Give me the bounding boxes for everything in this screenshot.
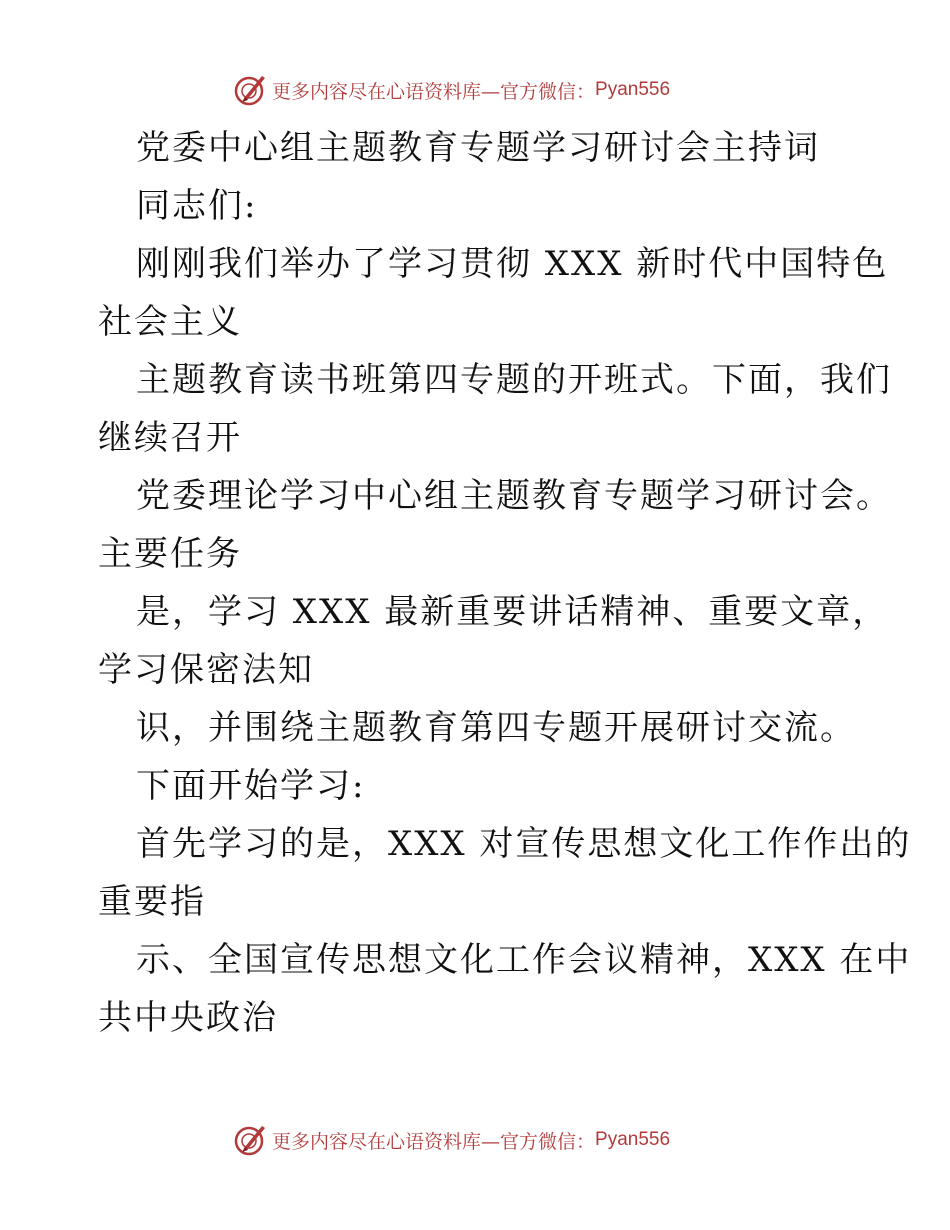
text-line: 学习保密法知 bbox=[98, 650, 314, 690]
quill-logo-icon bbox=[232, 1122, 268, 1158]
document-title: 党委中心组主题教育专题学习研讨会主持词 bbox=[136, 128, 820, 168]
text-line: 示、全国宣传思想文化工作会议精神，XXX 在中 bbox=[136, 940, 912, 980]
text-line: 党委理论学习中心组主题教育专题学习研讨会。 bbox=[136, 476, 892, 516]
text-line: 是，学习 XXX 最新重要讲话精神、重要文章， bbox=[136, 592, 889, 632]
text-line: 主要任务 bbox=[98, 534, 242, 574]
quill-logo-icon bbox=[232, 72, 268, 108]
text-line: 首先学习的是，XXX 对宣传思想文化工作作出的 bbox=[136, 824, 912, 864]
text-line: 重要指 bbox=[98, 882, 206, 922]
header-watermark bbox=[232, 70, 732, 110]
text-line: 继续召开 bbox=[98, 418, 242, 458]
text-line: 社会主义 bbox=[98, 302, 242, 342]
text-line: 刚刚我们举办了学习贯彻 XXX 新时代中国特色 bbox=[136, 244, 889, 284]
header-watermark-id: Pyan556 bbox=[595, 79, 671, 100]
text-line: 共中央政治 bbox=[98, 998, 278, 1038]
footer-watermark-text: 更多内容尽在心语资料库—官方微信： bbox=[272, 1130, 596, 1153]
header-watermark-text: 更多内容尽在心语资料库—官方微信： bbox=[272, 80, 596, 103]
text-line: 下面开始学习: bbox=[136, 766, 366, 806]
text-line: 同志们: bbox=[136, 186, 258, 226]
text-line: 识，并围绕主题教育第四专题开展研讨交流。 bbox=[136, 708, 856, 748]
footer-watermark bbox=[232, 1120, 732, 1160]
footer-watermark-id: Pyan556 bbox=[595, 1129, 671, 1150]
text-line: 主题教育读书班第四专题的开班式。下面，我们 bbox=[136, 360, 892, 400]
